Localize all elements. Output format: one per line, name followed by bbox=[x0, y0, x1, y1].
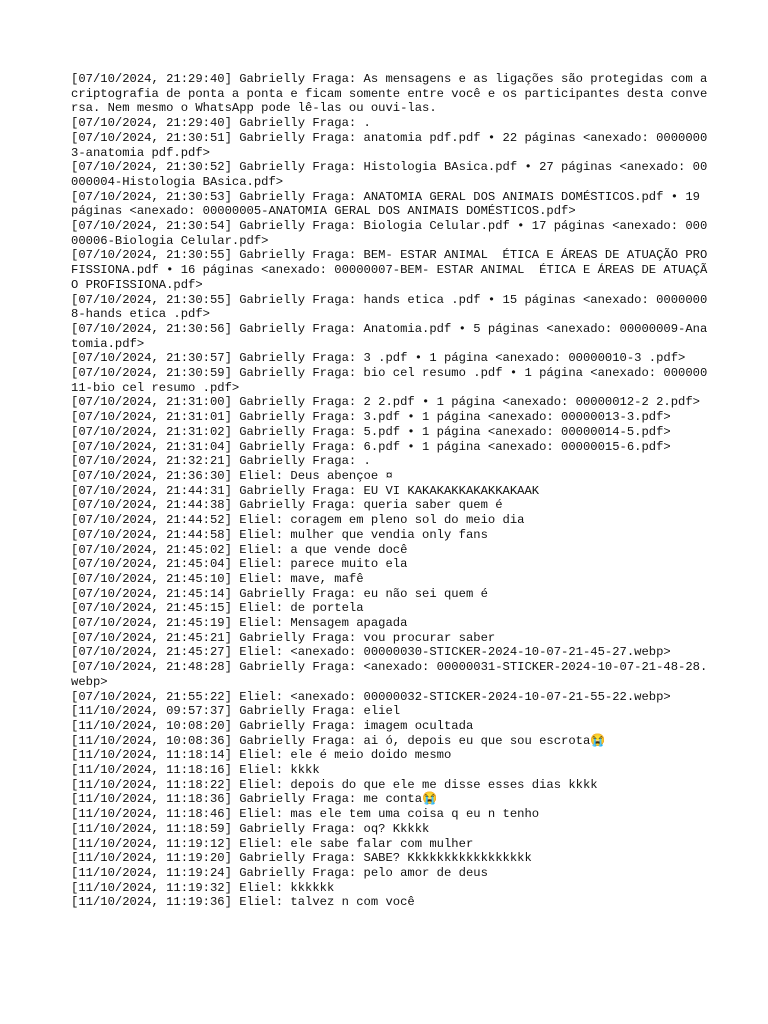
chat-message: [07/10/2024, 21:45:15] Eliel: de portela bbox=[71, 601, 364, 616]
chat-message: [11/10/2024, 11:18:16] Eliel: kkkk bbox=[71, 763, 320, 778]
chat-message: [07/10/2024, 21:32:21] Gabrielly Fraga: . bbox=[71, 454, 371, 469]
chat-message: [07/10/2024, 21:30:54] Gabrielly Fraga: Biologia Celular.pdf • 17 páginas <anexado: 00000006-Biologia Celular.pdf> bbox=[71, 219, 708, 248]
chat-message: [07/10/2024, 21:44:38] Gabrielly Fraga: queria saber quem é bbox=[71, 498, 503, 513]
chat-message: [07/10/2024, 21:31:01] Gabrielly Fraga: 3.pdf • 1 página <anexado: 00000013-3.pdf> bbox=[71, 410, 671, 425]
chat-message: [11/10/2024, 11:18:14] Eliel: ele é meio doido mesmo bbox=[71, 748, 452, 763]
chat-message: [07/10/2024, 21:45:04] Eliel: parece muito ela bbox=[71, 557, 408, 572]
chat-message: [07/10/2024, 21:48:28] Gabrielly Fraga: <anexado: 00000031-STICKER-2024-10-07-21-48-28.webp> bbox=[71, 660, 708, 689]
chat-message: [07/10/2024, 21:45:21] Gabrielly Fraga: vou procurar saber bbox=[71, 630, 496, 645]
chat-message: [11/10/2024, 11:19:20] Gabrielly Fraga: SABE? Kkkkkkkkkkkkkkkkk bbox=[71, 851, 532, 866]
chat-message: [11/10/2024, 11:18:36] Gabrielly Fraga: me conta😭 bbox=[71, 792, 438, 807]
chat-message: [07/10/2024, 21:31:02] Gabrielly Fraga: 5.pdf • 1 página <anexado: 00000014-5.pdf> bbox=[71, 424, 671, 439]
chat-message: [07/10/2024, 21:30:55] Gabrielly Fraga: BEM- ESTAR ANIMAL ÉTICA E ÁREAS DE ATUAÇÃO PROFISSIONA.pdf • 16 páginas <anexado: 00000007-BEM- ESTAR ANIMAL ÉTICA E ÁREAS DE ATUAÇÃO PROFISSIONA.pdf> bbox=[71, 248, 708, 292]
chat-message: [07/10/2024, 21:45:02] Eliel: a que vende docê bbox=[71, 542, 408, 557]
chat-message: [07/10/2024, 21:30:59] Gabrielly Fraga: bio cel resumo .pdf • 1 página <anexado: 00000011-bio cel resumo .pdf> bbox=[71, 366, 708, 395]
chat-message: [07/10/2024, 21:44:58] Eliel: mulher que vendia only fans bbox=[71, 527, 488, 542]
chat-message: [07/10/2024, 21:30:52] Gabrielly Fraga: Histologia BAsica.pdf • 27 páginas <anexado: 00000004-Histologia BAsica.pdf> bbox=[71, 160, 708, 189]
chat-message: [11/10/2024, 10:08:36] Gabrielly Fraga: ai ó, depois eu que sou escrota😭 bbox=[71, 733, 606, 748]
chat-message: [07/10/2024, 21:45:27] Eliel: <anexado: 00000030-STICKER-2024-10-07-21-45-27.webp> bbox=[71, 645, 671, 660]
chat-message: [07/10/2024, 21:29:40] Gabrielly Fraga: As mensagens e as ligações são protegidas com a criptografia de ponta a ponta e ficam somente entre você e os participantes desta conversa. Nem mesmo o WhatsApp pode lê-las ou ouvi-las. bbox=[71, 72, 715, 116]
chat-message: [07/10/2024, 21:31:04] Gabrielly Fraga: 6.pdf • 1 página <anexado: 00000015-6.pdf> bbox=[71, 439, 671, 454]
chat-message: [07/10/2024, 21:30:53] Gabrielly Fraga: ANATOMIA GERAL DOS ANIMAIS DOMÉSTICOS.pdf • 19 páginas <anexado: 00000005-ANATOMIA GERAL DOS ANIMAIS DOMÉSTICOS.pdf> bbox=[71, 189, 708, 219]
chat-message: [11/10/2024, 11:19:32] Eliel: kkkkkk bbox=[71, 880, 335, 895]
chat-message: [07/10/2024, 21:55:22] Eliel: <anexado: 00000032-STICKER-2024-10-07-21-55-22.webp> bbox=[71, 689, 671, 704]
chat-log bbox=[71, 72, 715, 910]
chat-message: [11/10/2024, 09:57:37] Gabrielly Fraga: eliel bbox=[71, 704, 401, 719]
chat-message: [07/10/2024, 21:44:52] Eliel: coragem em pleno sol do meio dia bbox=[71, 513, 525, 528]
chat-message: [11/10/2024, 11:19:12] Eliel: ele sabe falar com mulher bbox=[71, 836, 474, 851]
chat-message: [11/10/2024, 10:08:20] Gabrielly Fraga: imagem ocultada bbox=[71, 718, 474, 733]
chat-message: [07/10/2024, 21:30:55] Gabrielly Fraga: hands etica .pdf • 15 páginas <anexado: 00000008-hands etica .pdf> bbox=[71, 292, 708, 322]
chat-message: [07/10/2024, 21:29:40] Gabrielly Fraga: . bbox=[71, 116, 371, 131]
chat-message: [07/10/2024, 21:44:31] Gabrielly Fraga: EU VI KAKAKAKKAKAKKAKAAK bbox=[71, 483, 540, 498]
chat-message: [11/10/2024, 11:19:36] Eliel: talvez n com você bbox=[71, 895, 415, 910]
chat-message: [11/10/2024, 11:18:59] Gabrielly Fraga: oq? Kkkkk bbox=[71, 821, 430, 836]
chat-message: [07/10/2024, 21:45:14] Gabrielly Fraga: eu não sei quem é bbox=[71, 586, 488, 601]
chat-message: [11/10/2024, 11:19:24] Gabrielly Fraga: pelo amor de deus bbox=[71, 865, 488, 880]
chat-message: [07/10/2024, 21:45:19] Eliel: Mensagem apagada bbox=[71, 616, 408, 631]
chat-export-page bbox=[71, 72, 715, 910]
chat-message: [11/10/2024, 11:18:22] Eliel: depois do que ele me disse esses dias kkkk bbox=[71, 777, 598, 792]
chat-message: [11/10/2024, 11:18:46] Eliel: mas ele tem uma coisa q eu n tenho bbox=[71, 807, 540, 822]
chat-message: [07/10/2024, 21:31:00] Gabrielly Fraga: 2 2.pdf • 1 página <anexado: 00000012-2 2.pdf> bbox=[71, 395, 700, 410]
chat-message: [07/10/2024, 21:30:57] Gabrielly Fraga: 3 .pdf • 1 página <anexado: 00000010-3 .pdf> bbox=[71, 351, 686, 366]
chat-message: [07/10/2024, 21:30:51] Gabrielly Fraga: anatomia pdf.pdf • 22 páginas <anexado: 00000003-anatomia pdf.pdf> bbox=[71, 130, 708, 160]
chat-message: [07/10/2024, 21:45:10] Eliel: mave, mafê bbox=[71, 571, 364, 586]
chat-message: [07/10/2024, 21:36:30] Eliel: Deus abençoe ¤ bbox=[71, 468, 393, 483]
chat-message: [07/10/2024, 21:30:56] Gabrielly Fraga: Anatomia.pdf • 5 páginas <anexado: 00000009-Anatomia.pdf> bbox=[71, 321, 708, 351]
